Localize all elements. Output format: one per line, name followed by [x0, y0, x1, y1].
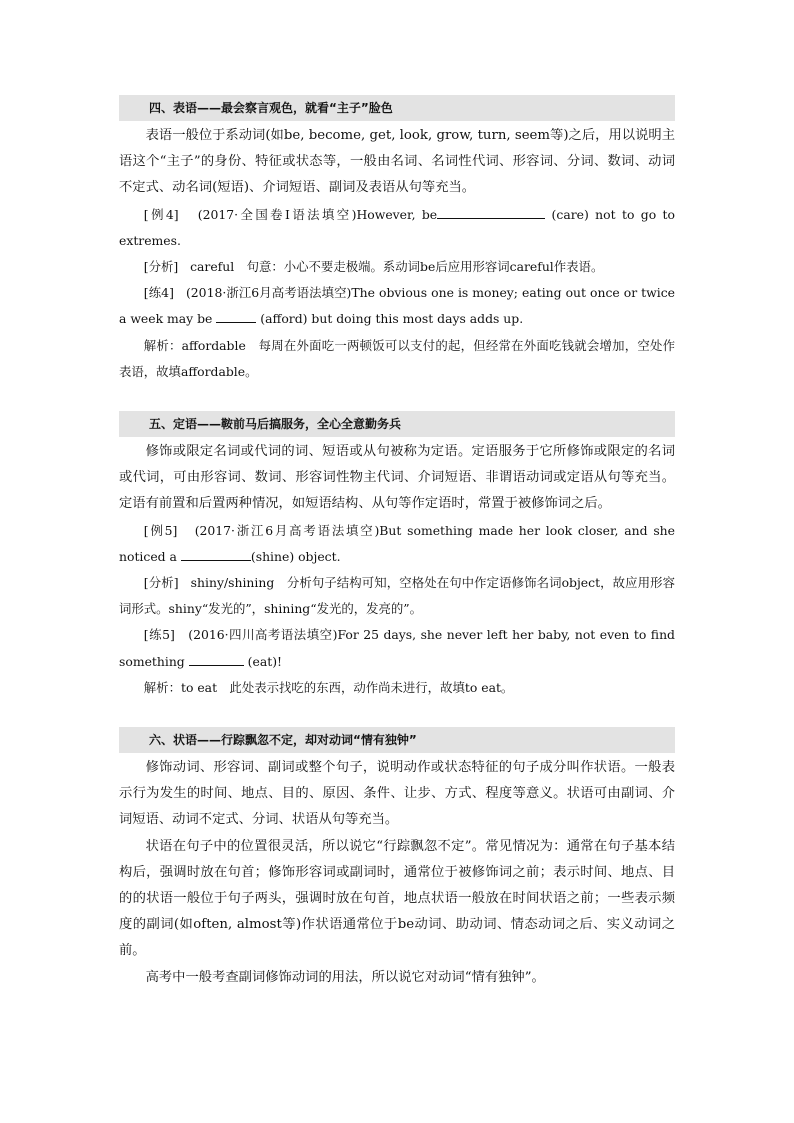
practice-text-post: (afford) but doing this most days adds up.	[260, 311, 524, 327]
analysis-text: careful 句意：小心不要走极端。系动词be后应用形容词careful作表语。	[190, 259, 604, 275]
practice-text-pre: For 25 days, she never left her baby, not even to find something	[119, 627, 675, 669]
example-text-pre: But something made her look closer, and she noticed a	[119, 522, 675, 564]
analysis-text: shiny/shining 分析句子结构可知，空格处在句中作定语修饰名词object，故应用形容词形式。shiny“发光的”，shining“发光的，发亮的”。	[119, 575, 675, 617]
practice-source: (2016·四川高考语法填空)	[188, 627, 338, 643]
section-header-adverbial: 六、状语——行踪飘忽不定，却对动词“情有独钟”	[119, 727, 675, 753]
answer-blank	[181, 546, 251, 561]
section-spacer	[119, 385, 675, 411]
section-header-attributive: 五、定语——鞍前马后搞服务，全心全意勤务兵	[119, 411, 675, 437]
practice-tag: [练4]	[143, 285, 174, 301]
practice-item	[119, 622, 675, 674]
analysis-tag: [分析]	[143, 259, 179, 275]
example-item	[119, 518, 675, 570]
body-paragraph: 修饰动词、形容词、副词或整个句子，说明动作或状态特征的句子成分叫作状语。一般表示行为发生的时间、地点、目的、原因、条件、让步、方式、程度等意义。状语可由副词、介词短语、动词不定式、分词、状语从句等充当。	[119, 760, 675, 828]
document-page	[119, 95, 675, 991]
example-text-pre: However, be	[356, 206, 438, 222]
section-intro: 表语一般位于系动词(如be, become, get, look, grow, turn, seem等)之后，用以说明主语这个“主子”的身份、特征或状态等，一般由名词、名词性代词、形容词、分词、数词、动词不定式、动名词(短语)、介词短语、副词及表语从句等充当。	[119, 128, 675, 196]
answer-explanation: 解析：affordable 每周在外面吃一两顿饭可以支付的起，但经常在外面吃钱就会增加，空处作表语，故填affordable。	[119, 337, 675, 379]
section-intro: 修饰或限定名词或代词的词、短语或从句被称为定语。定语服务于它所修饰或限定的名词或代词，可由形容词、数词、形容词性物主代词、介词短语、非谓语动词或定语从句等充当。定语有前置和后置两种情况，如短语结构、从句等作定语时，常置于被修饰词之后。	[119, 444, 675, 512]
practice-text-pre: The obvious one is money; eating out once or twice a week may be	[119, 285, 675, 327]
analysis-item	[119, 254, 675, 280]
body-paragraph: 状语在句子中的位置很灵活，所以说它“行踪飘忽不定”。常见情况为：通常在句子基本结构后，强调时放在句首；修饰形容词或副词时，通常位于被修饰词之前；表示时间、地点、目的的状语一般位于句子两头，强调时放在句首，地点状语一般放在时间状语之前；一些表示频度的副词(如often, almost等)作状语通常位于be动词、助动词、情态动词之后、实义动词之前。	[119, 838, 675, 959]
body-paragraph: 高考中一般考查副词修饰动词的用法，所以说它对动词“情有独钟”。	[145, 969, 545, 985]
example-text-post: (shine) object.	[250, 548, 341, 564]
answer-blank	[189, 651, 244, 666]
example-tag: [例4]	[143, 206, 179, 222]
example-tag: [例5]	[143, 522, 178, 538]
practice-item	[119, 280, 675, 332]
answer-blank	[216, 308, 256, 323]
analysis-tag: [分析]	[143, 575, 179, 591]
example-source: (2017·浙江6月高考语法填空)	[194, 522, 380, 538]
section-header-predicative: 四、表语——最会察言观色，就看“主子”脸色	[119, 95, 675, 121]
section-spacer	[119, 701, 675, 727]
practice-text-post: (eat)!	[247, 653, 283, 669]
example-item	[119, 202, 675, 254]
answer-blank	[437, 204, 545, 219]
example-text-post: (care) not to go to extremes.	[119, 206, 675, 248]
analysis-item	[119, 570, 675, 622]
practice-tag: [练5]	[143, 627, 175, 643]
example-source: (2017·全国卷Ⅰ语法填空)	[197, 206, 357, 222]
practice-source: (2018·浙江6月高考语法填空)	[185, 285, 352, 301]
answer-explanation: 解析：to eat 此处表示找吃的东西，动作尚未进行，故填to eat。	[143, 679, 514, 695]
